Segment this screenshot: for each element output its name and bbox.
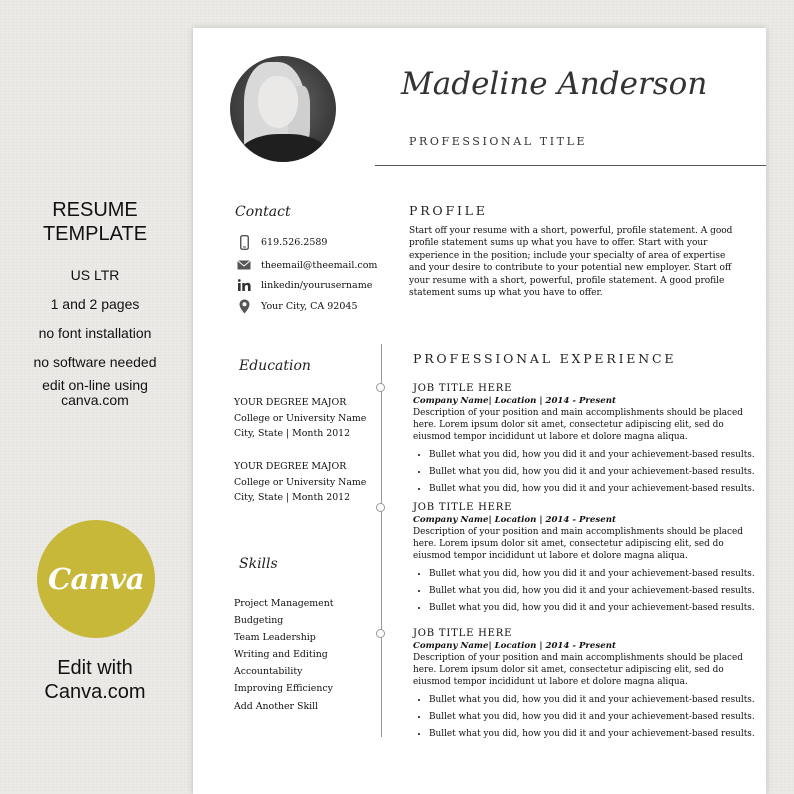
feature-no-software: no software needed [33,354,157,370]
edit-with-line2: Canva.com [44,681,146,703]
job-bullet: • Bullet what you did, how you did it and your achievement-based results. [429,464,743,481]
job-bullet: • Bullet what you did, how you did it and your achievement-based results. [429,692,743,709]
job-bullet: • Bullet what you did, how you did it and your achievement-based results. [429,709,743,726]
job-title: JOB TITLE HERE [413,502,513,513]
job-description: Description of your position and main accomplishments should be placed here. Lorem ipsum dolor sit amet, consectetur adipiscing elit, sed do eiusmod tempor incididunt ut labore et dolore magna aliqua. [413,408,743,443]
education-place-date: City, State | Month 2012 [234,428,351,439]
job-bullet: • Bullet what you did, how you did it and your achievement-based results. [429,447,743,464]
education-degree: YOUR DEGREE MAJOR [234,461,347,472]
job-bullets [413,692,755,744]
job-title: JOB TITLE HERE [413,383,513,394]
skill-item: Team Leadership [234,632,316,644]
promo-title-line2: TEMPLATE [42,223,148,245]
feature-canva-url: canva.com [61,392,129,408]
skill-item: Writing and Editing [234,649,328,661]
job-bullet: • Bullet what you did, how you did it and your achievement-based results. [429,566,743,583]
education-place-date: City, State | Month 2012 [234,492,351,503]
profile-heading: PROFILE [409,203,488,218]
header-divider [375,165,766,166]
profile-photo [230,56,336,162]
canva-badge [37,520,155,638]
feature-edit-online: edit on-line using [42,377,148,393]
feature-us-ltr: US LTR [70,267,120,283]
timeline-dot [376,383,385,392]
promo-panel [0,0,190,794]
education-entry [234,395,366,442]
job-company: Company Name| Location | 2014 - Present [413,641,616,651]
job-bullet: • Bullet what you did, how you did it and your achievement-based results. [429,600,743,617]
contact-phone [233,233,327,251]
map-pin-icon [233,299,255,314]
professional-title: PROFESSIONAL TITLE [409,135,588,148]
skill-item: Add Another Skill [234,700,319,712]
linkedin-handle: linkedin/yourusername [261,279,373,291]
skill-item: Budgeting [234,615,284,627]
job-bullet: • Bullet what you did, how you did it and your achievement-based results. [429,583,743,600]
contact-heading: Contact [235,204,291,220]
job-description: Description of your position and main accomplishments should be placed here. Lorem ipsum dolor sit amet, consectetur adipiscing elit, sed do eiusmod tempor incididunt ut labore et dolore magna aliqua. [413,653,743,688]
job-title: JOB TITLE HERE [413,628,513,639]
profile-text: Start off your resume with a short, powerful, profile statement. A good profile statement sums up what you have to offer. Start with your experience in the position; include your specialty of area of expertise and your desire to contribute to your potential new employer. Start off your resume with a short, powerful, profile statement. A good profile statement sums up what you have to offer. [409,226,733,299]
education-school: College or University Name [234,476,367,488]
job-company: Company Name| Location | 2014 - Present [413,396,616,406]
education-school: College or University Name [234,412,367,424]
feature-pages: 1 and 2 pages [50,296,140,312]
education-heading: Education [239,358,311,374]
email-address: theemail@theemail.com [261,259,378,271]
contact-email [233,256,377,274]
contact-location [233,297,357,315]
education-degree: YOUR DEGREE MAJOR [234,397,347,408]
skills-heading: Skills [239,556,278,572]
job-bullets [413,566,755,618]
skill-item: Accountability [234,666,303,678]
promo-title-line1: RESUME [52,199,138,221]
education-entry [234,459,366,506]
job-company: Company Name| Location | 2014 - Present [413,515,616,525]
linkedin-icon [233,279,255,291]
location-text: Your City, CA 92045 [261,300,358,312]
timeline-dot [376,629,385,638]
edit-with-canva [0,656,190,704]
experience-heading: PROFESSIONAL EXPERIENCE [413,351,677,366]
phone-number: 619.526.2589 [261,236,328,248]
job-bullet: • Bullet what you did, how you did it and your achievement-based results. [429,726,743,743]
job-entry [413,383,755,498]
promo-title [0,198,190,246]
job-description: Description of your position and main accomplishments should be placed here. Lorem ipsum dolor sit amet, consectetur adipiscing elit, sed do eiusmod tempor incididunt ut labore et dolore magna aliqua. [413,527,743,562]
edit-with-line1: Edit with [57,657,133,679]
skill-item: Improving Efficiency [234,683,333,695]
skills-list [234,595,334,715]
feature-no-font: no font installation [38,325,152,341]
candidate-name: Madeline Anderson [401,66,708,102]
job-entry [413,502,755,617]
job-bullet: • Bullet what you did, how you did it and your achievement-based results. [429,481,743,498]
job-entry [413,628,755,743]
contact-linkedin [233,276,372,294]
job-bullets [413,447,755,499]
timeline-dot [376,503,385,512]
experience-timeline [381,344,382,737]
resume-page [193,28,766,794]
canva-logo-text: Canva [47,562,145,596]
phone-icon [233,235,255,250]
skill-item: Project Management [234,598,334,609]
envelope-icon [233,260,255,270]
